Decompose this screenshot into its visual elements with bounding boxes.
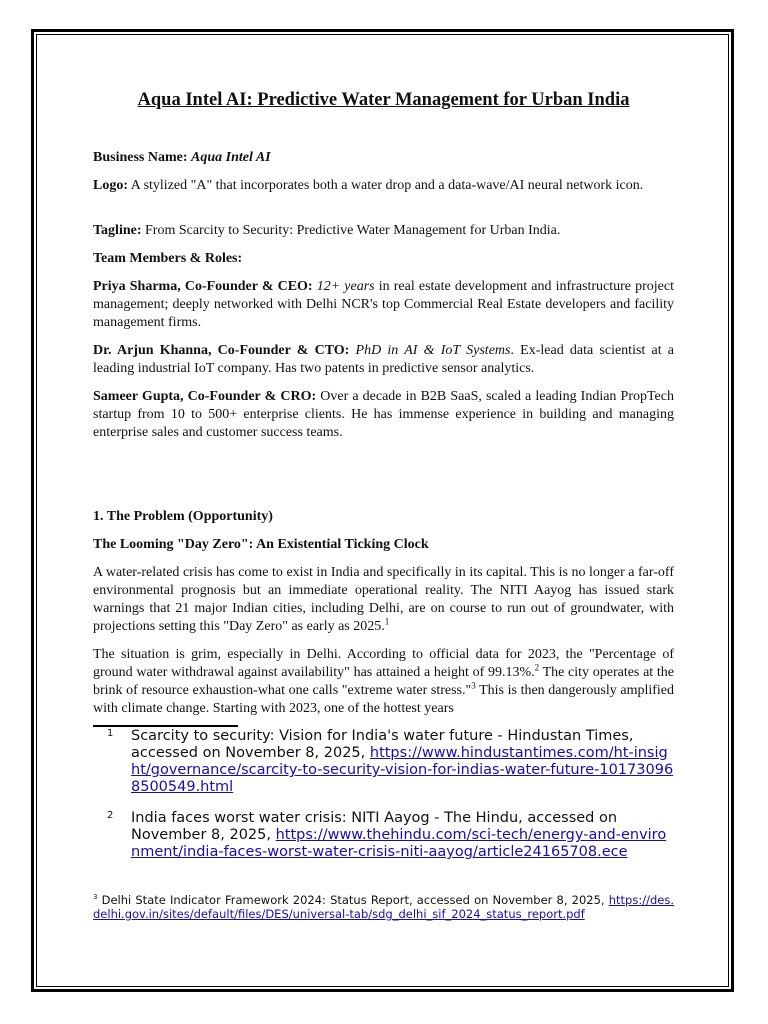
team-member-highlight: PhD in AI & IoT Systems [355, 343, 511, 358]
team-member-ceo [93, 278, 674, 332]
footnote-ref[interactable]: 2 [534, 662, 540, 673]
tagline-label: Tagline: [93, 223, 142, 238]
footnote-link[interactable]: https://des.delhi.gov.in/sites/default/files/DES/universal-tab/sdg_delhi_sif_2024_status_report.pdf [93, 893, 674, 921]
footnote-text: India faces worst water crisis: NITI Aayog - The Hindu, accessed on November 8, 2025, [131, 810, 618, 843]
logo-line [93, 177, 674, 195]
logo-description: A stylized "A" that incorporates both a water drop and a data-wave/AI neural network icon. [130, 178, 644, 193]
business-name-line [93, 149, 674, 167]
problem-paragraph-1: A water-related crisis has come to exist in India and specifically in its capital. This is no longer a far-off environmental prognosis but an immediate operational reality. The NITI Aayog has issued stark warnings that 21 major Indian cities, including Delhi, are on course to run out of groundwater, with projections setting this "Day Zero" as early as 2025.$^1$ [93, 565, 674, 634]
team-member-name: Priya Sharma, Co-Founder & CEO: [93, 279, 313, 294]
footnote-link[interactable]: https://www.thehindu.com/sci-tech/energy-and-environment/india-faces-worst-water-crisis-niti-aayog/article24165708.ece [131, 827, 667, 860]
footnote-ref[interactable]: 1 [384, 616, 390, 627]
team-member-bio: Over a decade in B2B SaaS, scaled a leading Indian PropTech startup from 10 to 500+ enterprise clients. He has immense experience in building and managing enterprise sales and customer success teams. [93, 389, 674, 440]
team-member-bio: . Ex-lead data scientist at a leading industrial IoT company. Has two patents in predictive sensor analytics. [93, 343, 675, 376]
team-member-cro [93, 388, 674, 442]
footnote-number: 1 [107, 728, 114, 739]
footnote-text: Delhi State Indicator Framework 2024: Status Report, accessed on November 8, 2025, [97, 893, 609, 907]
team-member-name: Dr. Arjun Khanna, Co-Founder & CTO: [93, 343, 350, 358]
team-member-cto [93, 342, 674, 378]
logo-label: Logo: [93, 178, 128, 193]
document-title: Aqua Intel AI: Predictive Water Management for Urban India [137, 90, 630, 110]
section-subheading: The Looming "Day Zero": An Existential Ticking Clock [93, 537, 429, 552]
team-member-highlight: 12+ years [316, 279, 375, 294]
business-name-label: Business Name: [93, 150, 188, 165]
footnote-2 [93, 810, 674, 861]
footnote-number: 3 [93, 893, 98, 902]
footnote-3 [93, 893, 674, 921]
business-name-value: Aqua Intel AI [191, 150, 271, 165]
team-member-bio: in real estate development and infrastructure project management; deeply networked with Delhi NCR's top Commercial Real Estate developers and facility management firms. [93, 279, 674, 330]
footnote-ref[interactable]: 3 [471, 680, 476, 691]
tagline-line [93, 222, 674, 240]
team-heading: Team Members & Roles: [93, 251, 243, 266]
team-member-name: Sameer Gupta, Co-Founder & CRO: [93, 389, 317, 404]
footnote-separator [93, 725, 238, 727]
footnote-number: 2 [107, 810, 114, 821]
section-heading: 1. The Problem (Opportunity) [93, 509, 273, 524]
footnote-1 [93, 728, 674, 796]
tagline-value: From Scarcity to Security: Predictive Water Management for Urban India. [145, 223, 561, 238]
problem-paragraph-2: The situation is grim, especially in Delhi. According to official data for 2023, the "Percentage of ground water withdrawal against availability" has attained a height of 99.13%.$^2$ The city operates at the brink of resource exhaustion-what one calls "extreme water stress."$^3$ This is then dangerously amplified with climate change. Starting with 2023, one of the hottest years [93, 647, 675, 716]
footnote-link[interactable]: https://www.hindustantimes.com/ht-insight/governance/scarcity-to-security-vision-for-indias-water-future-101730968500549.html [131, 745, 674, 795]
footnote-text: Scarcity to security: Vision for India's water future - Hindustan Times, accessed on November 8, 2025, [131, 728, 634, 761]
